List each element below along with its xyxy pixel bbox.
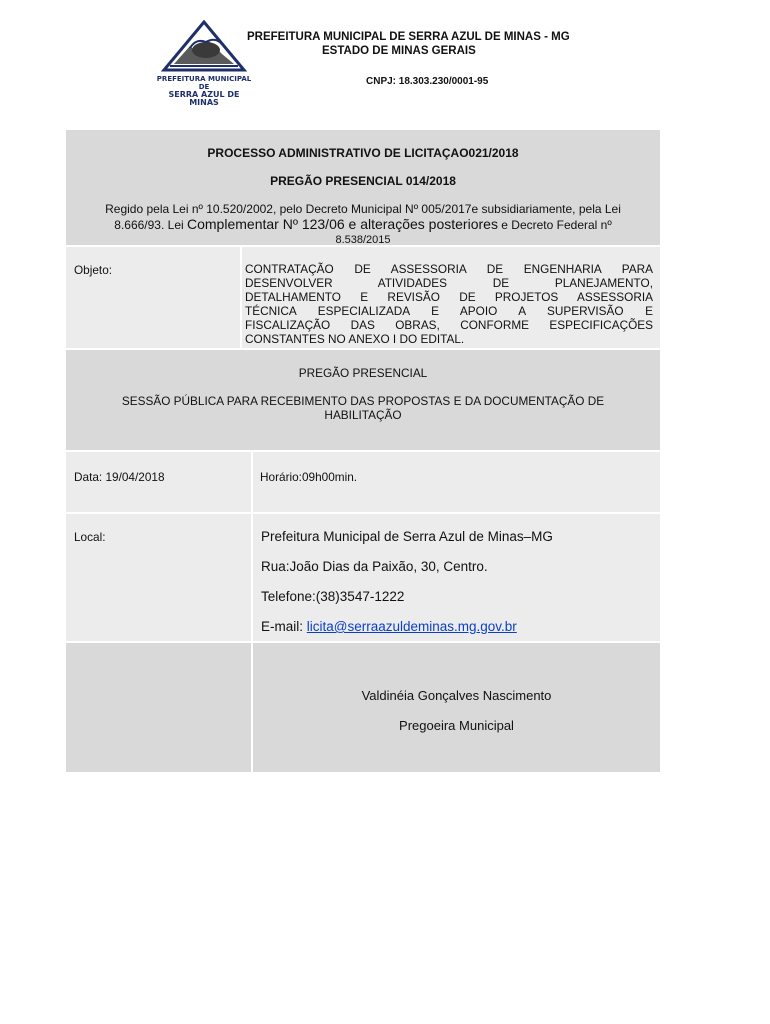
signature-blank-cell <box>66 643 251 772</box>
location-label-cell <box>66 514 251 641</box>
time-cell <box>253 452 660 512</box>
location-phone: Telefone:(38)3547-1222 <box>261 589 405 604</box>
process-title: PROCESSO ADMINISTRATIVO DE LICITAÇAO021/2018 <box>207 146 519 160</box>
municipality-title: PREFEITURA MUNICIPAL DE SERRA AZUL DE MINAS - MG <box>247 31 570 43</box>
object-line: DETALHAMENTO E REVISÃO DE PROJETOS ASSESSORIA <box>245 290 653 304</box>
email-link[interactable]: licita@serraazuldeminas.mg.gov.br <box>306 619 517 634</box>
session-type: PREGÃO PRESENCIAL <box>298 366 428 380</box>
object-line: TÉCNICA ESPECIALIZADA E APOIO A SUPERVISÃO E <box>245 304 653 318</box>
legal-basis-line3: 8.538/2015 <box>335 234 391 246</box>
logo-caption-line2: SERRA AZUL DE MINAS <box>168 90 240 107</box>
signatory-role: Pregoeira Municipal <box>399 718 514 733</box>
session-time: Horário:09h00min. <box>260 470 358 484</box>
edital-table <box>66 130 660 772</box>
document-header <box>0 0 770 110</box>
session-date: Data: 19/04/2018 <box>74 470 165 484</box>
session-description <box>66 394 660 422</box>
email-label: E-mail: <box>261 619 307 634</box>
location-label: Local: <box>74 530 106 544</box>
logo-caption <box>156 75 252 107</box>
location-name: Prefeitura Municipal de Serra Azul de Minas–MG <box>261 529 553 544</box>
location-address: Rua:João Dias da Paixão, 30, Centro. <box>261 559 488 574</box>
cnpj: CNPJ: 18.303.230/0001-95 <box>366 76 489 87</box>
legal-basis-complementar: Complementar Nº 123/06 e alterações posteriores <box>187 216 498 232</box>
object-line: CONTRATAÇÃO DE ASSESSORIA DE ENGENHARIA PARA <box>245 262 653 276</box>
legal-basis <box>76 202 650 248</box>
signature-cell <box>253 643 660 772</box>
legal-basis-law: 8.666/93. Lei <box>114 218 187 232</box>
object-line: FISCALIZAÇÃO DAS OBRAS, CONFORME ESPECIFICAÇÕES <box>245 318 653 332</box>
municipal-logo <box>156 20 252 107</box>
session-description-line1: SESSÃO PÚBLICA PARA RECEBIMENTO DAS PROPOSTAS E DA DOCUMENTAÇÃO DE <box>121 394 605 408</box>
process-header-cell <box>66 130 660 245</box>
mountain-triangle-icon <box>160 20 248 76</box>
location-email <box>261 619 517 634</box>
signatory-name: Valdinéia Gonçalves Nascimento <box>361 688 552 703</box>
object-text-cell <box>242 247 660 348</box>
object-line: DESENVOLVER ATIVIDADES DE PLANEJAMENTO, <box>245 276 653 290</box>
legal-basis-line1: Regido pela Lei nº 10.520/2002, pelo Decreto Municipal Nº 005/2017e subsidiariamente, pela Lei <box>105 202 621 216</box>
legal-basis-decree: e Decreto Federal nº <box>497 218 612 232</box>
session-description-line2: HABILITAÇÃO <box>324 408 402 422</box>
pregao-number: PREGÃO PRESENCIAL 014/2018 <box>270 174 456 188</box>
object-description <box>245 262 653 346</box>
date-cell <box>66 452 251 512</box>
legal-basis-line2 <box>76 217 650 233</box>
object-label: Objeto: <box>74 263 113 277</box>
logo-caption-line1: PREFEITURA MUNICIPAL DE <box>156 75 252 91</box>
object-line: CONSTANTES NO ANEXO I DO EDITAL. <box>245 332 465 346</box>
session-cell <box>66 350 660 450</box>
state-title: ESTADO DE MINAS GERAIS <box>322 45 476 57</box>
object-label-cell <box>66 247 240 348</box>
location-details-cell <box>253 514 660 641</box>
